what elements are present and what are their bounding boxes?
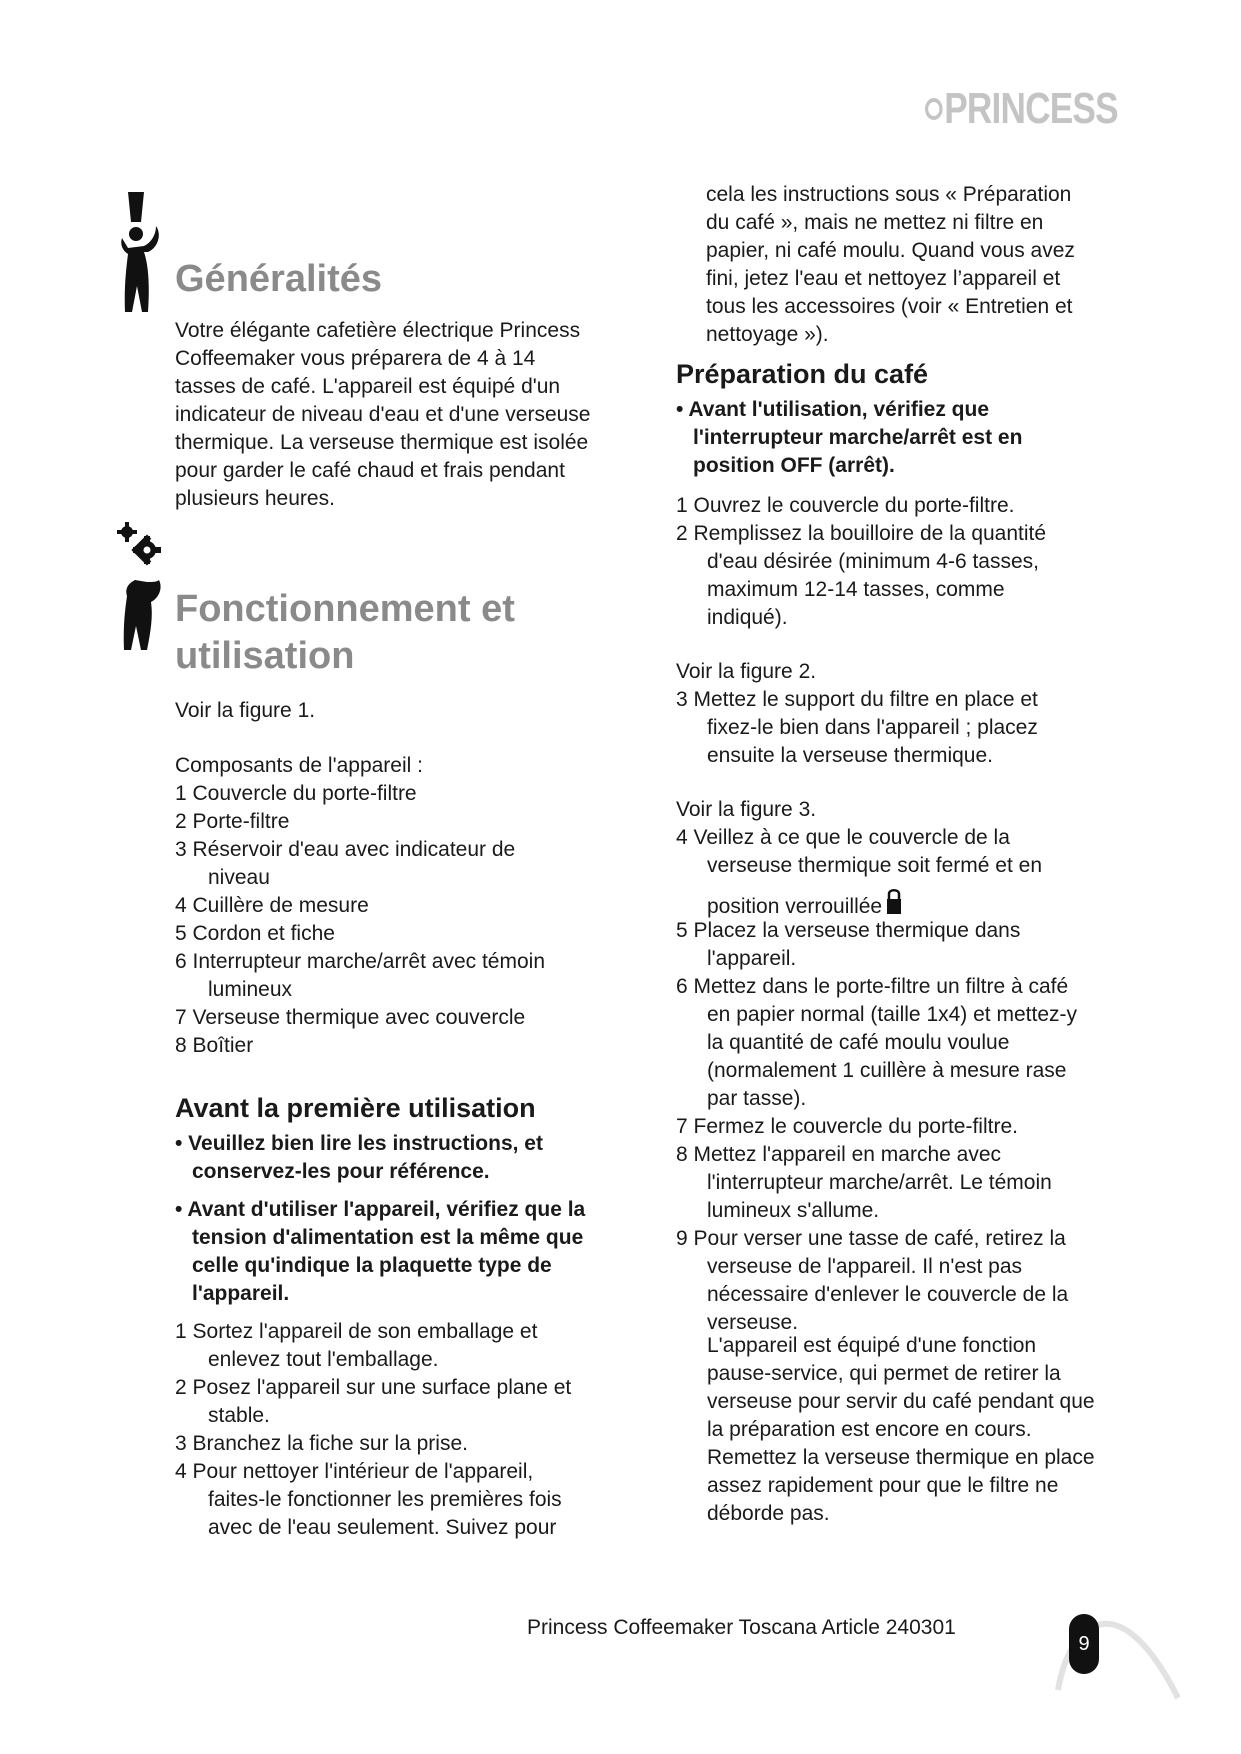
attention-figure-icon — [118, 190, 176, 315]
list-item: 2 Remplissez la bouilloire de la quantité d'eau désirée (minimum 4-6 tasses, maximum 12-14 tasses, comme indiqué). — [676, 522, 1047, 629]
avant-premiere-bullets — [175, 1130, 600, 1308]
preparation-steps-b — [676, 917, 1096, 1337]
list-item: 5 Cordon et fiche — [175, 922, 335, 945]
list-item: 3 Branchez la fiche sur la prise. — [175, 1432, 468, 1455]
list-item: 6 Mettez dans le porte-filtre un filtre à café en papier normal (taille 1x4) et mettez-y la quantité de café moulu voulue (normalement 1 cuillère à mesure rase par tasse). — [676, 975, 1077, 1110]
list-item: 3 Mettez le support du filtre en place et fixez-le bien dans l'appareil ; placez ensuite la verseuse thermique. — [676, 688, 1038, 767]
list-item: 1 Ouvrez le couvercle du porte-filtre. — [676, 494, 1015, 517]
list-item: 4 Cuillère de mesure — [175, 894, 369, 917]
list-item: 2 Posez l'appareil sur une surface plane et stable. — [175, 1376, 572, 1427]
preparation-bullets — [676, 396, 1066, 480]
footer-text: Princess Coffeemaker Toscana Article 240301 — [527, 1616, 956, 1639]
list-item: 3 Réservoir d'eau avec indicateur de niveau — [175, 838, 516, 889]
generalites-body: Votre élégante cafetière électrique Princess Coffeemaker vous préparera de 4 à 14 tasses de café. L'appareil est équipé d'un indicateur de niveau d'eau et d'une verseuse thermique. La verseuse thermique est isolée pour garder le café chaud et frais pendant plusieurs heures. — [175, 319, 591, 510]
gears-figure-icon — [117, 522, 175, 652]
bullet-item: • Avant l'utilisation, vérifiez que l'interrupteur marche/arrêt est en position OFF (arrêt). — [676, 398, 1023, 477]
avant-premiere-title: Avant la première utilisation — [175, 1093, 536, 1123]
preparation-step-3 — [676, 686, 1076, 770]
fonctionnement-title-line1: Fonctionnement et — [175, 588, 515, 630]
see-figure-2: Voir la figure 2. — [676, 660, 817, 683]
preparation-step-4 — [676, 824, 1071, 880]
list-item: 9 Pour verser une tasse de café, retirez la verseuse de l'appareil. Il n'est pas nécessaire d'enlever le couvercle de la verseuse. — [676, 1227, 1069, 1334]
components-list — [175, 780, 565, 1060]
see-figure-3: Voir la figure 3. — [676, 798, 817, 821]
list-item: 7 Verseuse thermique avec couvercle — [175, 1006, 526, 1029]
list-item: 4 Veillez à ce que le couvercle de la verseuse thermique soit fermé et en — [676, 826, 1042, 877]
list-item: 1 Couvercle du porte-filtre — [175, 782, 417, 805]
step-9-note: L'appareil est équipé d'une fonction pause-service, qui permet de retirer la verseuse pour servir du café pendant que la préparation est encore en cours. Remettez la verseuse thermique en place assez rapidement pour que le filtre ne déborde pas. — [707, 1334, 1095, 1525]
step-4-end-text: position verrouillée — [707, 895, 883, 918]
brand-logo — [925, 84, 1118, 134]
preparation-title: Préparation du café — [676, 359, 929, 389]
list-item: 7 Fermez le couvercle du porte-filtre. — [676, 1115, 1018, 1138]
bullet-item: • Veuillez bien lire les instructions, et conservez-les pour référence. — [175, 1132, 543, 1183]
preparation-steps-a — [676, 492, 1096, 632]
step-4-end — [707, 887, 902, 921]
brand-logo-text: PRINCESS — [944, 84, 1118, 133]
list-item: 4 Pour nettoyer l'intérieur de l'appareil, faites-le fonctionner les premières fois avec de l'eau seulement. Suivez pour — [175, 1460, 562, 1539]
list-item: 2 Porte-filtre — [175, 810, 290, 833]
components-label: Composants de l'appareil : — [175, 754, 423, 777]
lock-icon — [886, 887, 902, 915]
generalites-title: Généralités — [175, 258, 382, 300]
avant-premiere-steps — [175, 1318, 593, 1542]
page-number: 9 — [1069, 1614, 1099, 1674]
continuation-text: cela les instructions sous « Préparation du café », mais ne mettez ni filtre en papier, ni café moulu. Quand vous avez fini, jetez l'eau et nettoyez l’appareil et tous les accessoires (voir « Entretien et nettoyage »). — [706, 183, 1075, 346]
list-item: 1 Sortez l'appareil de son emballage et enlevez tout l'emballage. — [175, 1320, 538, 1371]
bullet-item: • Avant d'utiliser l'appareil, vérifiez que la tension d'alimentation est la même que celle qu'indique la plaquette type de l'appareil. — [175, 1198, 586, 1305]
list-item: 8 Boîtier — [175, 1034, 254, 1057]
princess-crown-icon — [925, 87, 943, 127]
list-item: 6 Interrupteur marche/arrêt avec témoin lumineux — [175, 950, 546, 1001]
see-figure-1: Voir la figure 1. — [175, 699, 316, 722]
fonctionnement-title — [175, 586, 515, 680]
list-item: 8 Mettez l'appareil en marche avec l'interrupteur marche/arrêt. Le témoin lumineux s'allume. — [676, 1143, 1052, 1222]
list-item: 5 Placez la verseuse thermique dans l'appareil. — [676, 919, 1021, 970]
fonctionnement-title-line2: utilisation — [175, 635, 355, 677]
